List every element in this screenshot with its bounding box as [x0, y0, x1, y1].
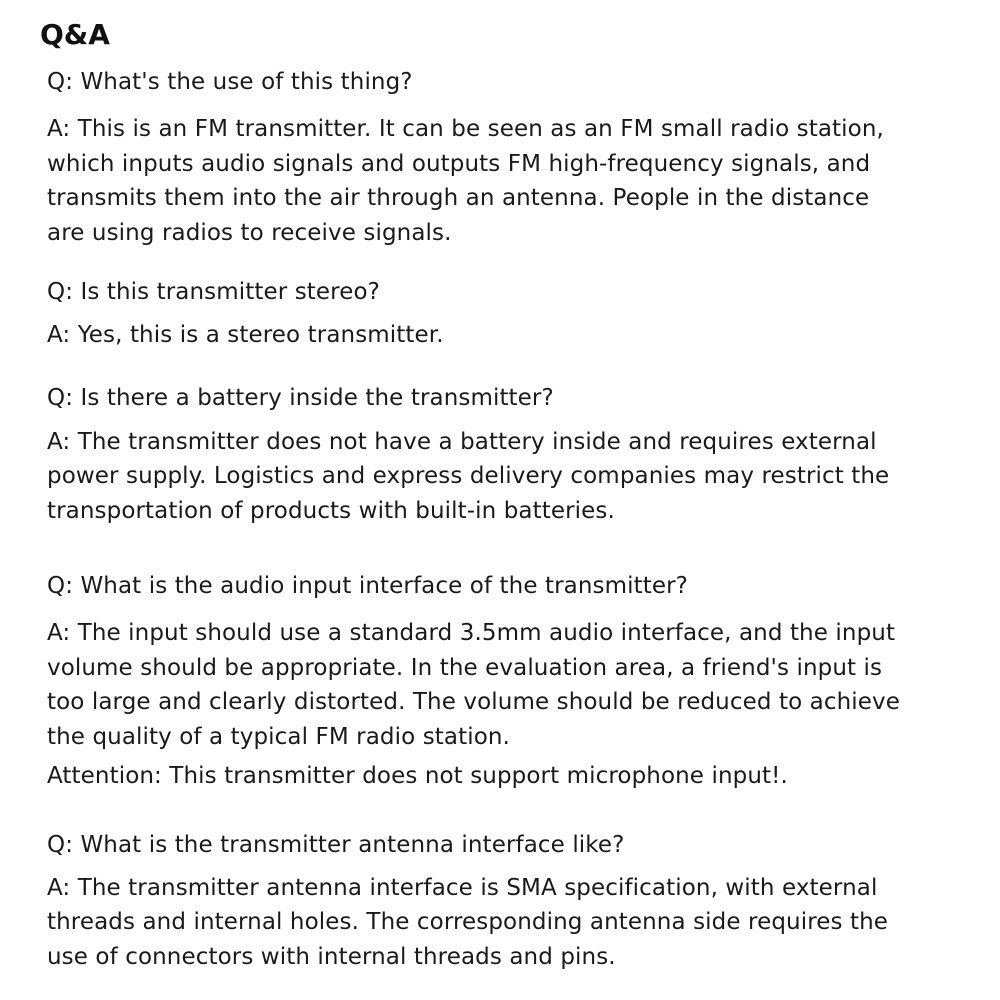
question-5: Q: What is the transmitter antenna interface like? — [47, 832, 625, 858]
answer-4-attention: Attention: This transmitter does not support microphone input!. — [47, 763, 788, 789]
answer-1-line-2: which inputs audio signals and outputs FM high-frequency signals, and — [47, 151, 871, 177]
question-4: Q: What is the audio input interface of the transmitter? — [47, 573, 688, 599]
answer-3-line-2: power supply. Logistics and express delivery companies may restrict the — [47, 463, 890, 489]
answer-3-line-1: A: The transmitter does not have a battery inside and requires external — [47, 429, 877, 455]
question-3: Q: Is there a battery inside the transmitter? — [47, 385, 554, 411]
answer-2-line-1: A: Yes, this is a stereo transmitter. — [47, 322, 444, 348]
answer-5-line-3: use of connectors with internal threads and pins. — [47, 944, 616, 970]
page-title: Q&A — [40, 18, 110, 51]
question-1: Q: What's the use of this thing? — [47, 69, 413, 95]
answer-1-line-3: transmits them into the air through an antenna. People in the distance — [47, 185, 870, 211]
answer-3-line-3: transportation of products with built-in batteries. — [47, 498, 615, 524]
answer-1-line-1: A: This is an FM transmitter. It can be seen as an FM small radio station, — [47, 116, 884, 142]
answer-4-line-3: too large and clearly distorted. The volume should be reduced to achieve — [47, 689, 900, 715]
answer-5-line-1: A: The transmitter antenna interface is SMA specification, with external — [47, 875, 878, 901]
answer-4-line-1: A: The input should use a standard 3.5mm audio interface, and the input — [47, 620, 896, 646]
answer-5-line-2: threads and internal holes. The corresponding antenna side requires the — [47, 909, 889, 935]
answer-1-line-4: are using radios to receive signals. — [47, 220, 452, 246]
answer-4-line-2: volume should be appropriate. In the evaluation area, a friend's input is — [47, 655, 883, 681]
answer-4-line-4: the quality of a typical FM radio station. — [47, 724, 510, 750]
question-2: Q: Is this transmitter stereo? — [47, 279, 380, 305]
